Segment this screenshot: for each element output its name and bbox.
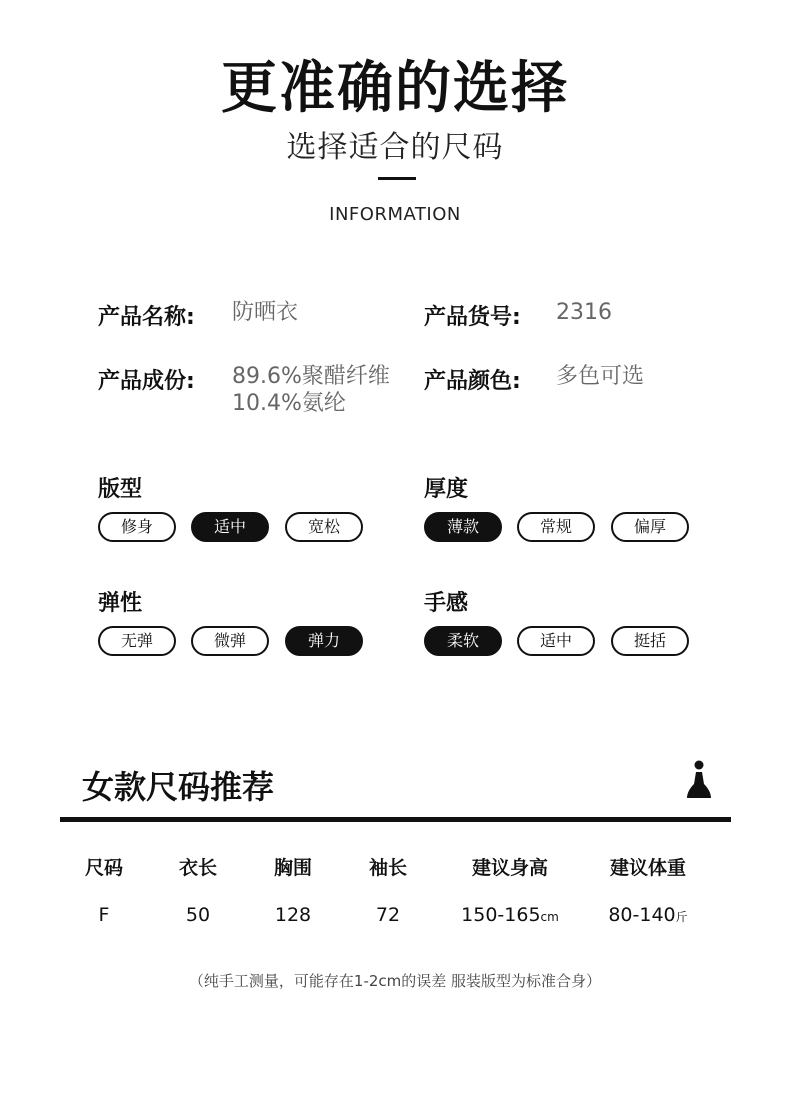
height-unit: cm bbox=[540, 910, 559, 924]
feel-option-medium: 适中 bbox=[517, 626, 595, 656]
weight-value: 80-140 bbox=[608, 904, 676, 926]
page-subtitle: 选择适合的尺码 bbox=[286, 130, 504, 165]
woman-figure-icon bbox=[686, 760, 712, 800]
fit-title: 版型 bbox=[98, 477, 143, 502]
product-code-value: 2316 bbox=[556, 300, 612, 325]
product-material-line-1: 89.6%聚醋纤维 bbox=[232, 364, 390, 389]
product-name-value: 防晒衣 bbox=[232, 300, 299, 325]
product-color-label: 产品颜色: bbox=[424, 369, 521, 394]
table-header-size: 尺码 bbox=[84, 857, 123, 879]
product-material-line-2: 10.4%氨纶 bbox=[232, 391, 346, 416]
table-header-sleeve: 袖长 bbox=[368, 857, 407, 879]
fit-option-regular: 适中 bbox=[191, 512, 269, 542]
feel-option-soft: 柔软 bbox=[424, 626, 502, 656]
size-section-title: 女款尺码推荐 bbox=[82, 768, 275, 806]
feel-title: 手感 bbox=[424, 591, 469, 616]
size-section-divider bbox=[60, 817, 731, 822]
table-cell-weight bbox=[578, 904, 718, 926]
thickness-option-thin: 薄款 bbox=[424, 512, 502, 542]
table-cell-height bbox=[440, 904, 580, 926]
elasticity-option-slight: 微弹 bbox=[191, 626, 269, 656]
table-cell-bust: 128 bbox=[274, 904, 312, 926]
elasticity-title: 弹性 bbox=[98, 591, 143, 616]
product-code-label: 产品货号: bbox=[424, 305, 521, 330]
page-title: 更准确的选择 bbox=[221, 56, 569, 121]
height-value: 150-165 bbox=[461, 904, 541, 926]
table-header-bust: 胸围 bbox=[273, 857, 312, 879]
thickness-title: 厚度 bbox=[424, 477, 469, 502]
thickness-option-thick: 偏厚 bbox=[611, 512, 689, 542]
title-divider bbox=[378, 177, 416, 180]
thickness-option-regular: 常规 bbox=[517, 512, 595, 542]
product-material-label: 产品成份: bbox=[98, 369, 195, 394]
table-cell-length: 50 bbox=[185, 904, 211, 926]
feel-option-stiff: 挺括 bbox=[611, 626, 689, 656]
measurement-note: （纯手工测量，可能存在1-2cm的误差 服装版型为标准合身） bbox=[188, 972, 602, 990]
elasticity-option-none: 无弹 bbox=[98, 626, 176, 656]
product-color-value: 多色可选 bbox=[556, 364, 645, 389]
weight-unit: 斤 bbox=[675, 910, 688, 924]
fit-option-loose: 宽松 bbox=[285, 512, 363, 542]
product-name-label: 产品名称: bbox=[98, 305, 195, 330]
elasticity-option-stretch: 弹力 bbox=[285, 626, 363, 656]
table-header-height: 建议身高 bbox=[471, 857, 548, 879]
fit-option-slim: 修身 bbox=[98, 512, 176, 542]
information-label: INFORMATION bbox=[329, 204, 461, 225]
table-header-weight: 建议体重 bbox=[609, 857, 686, 879]
table-cell-size: F bbox=[98, 904, 110, 926]
table-header-length: 衣长 bbox=[178, 857, 217, 879]
table-cell-sleeve: 72 bbox=[375, 904, 401, 926]
